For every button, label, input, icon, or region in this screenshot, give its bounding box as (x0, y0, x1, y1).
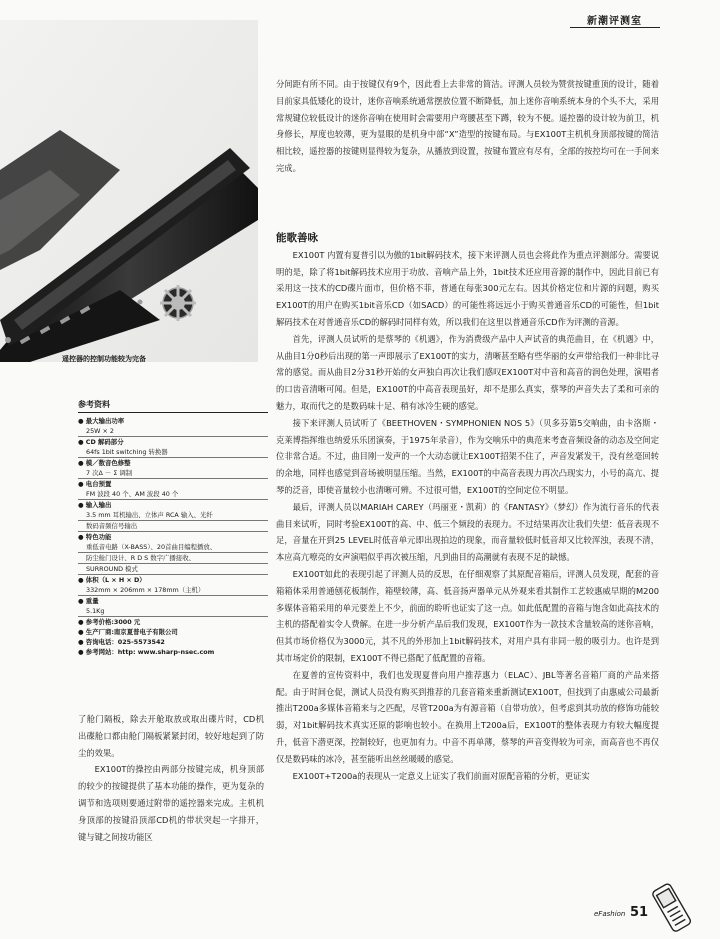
spec-value-ad: 7 次Δ － Σ 调制 (78, 468, 268, 479)
left-paragraph: 了舱门隔板，除去开舱取放或取出碟片时，CD机出碟舱口都由舱门隔板紧紧封闭，较好地起到了防尘的效果。 (78, 714, 264, 758)
spec-note-phone: ● 咨询电话：025-5573542 (78, 638, 165, 646)
spec-value-features-3: SURROUND 模式 (78, 564, 268, 575)
article-paragraph: 最后，评测人员以MARIAH CAREY（玛丽亚・凯莉）的《FANTASY》（梦幻）作为流行音乐的代表曲目来试听，同时考验EX100T的高、中、低三个频段的表现力。不过结果再次让我们失望：低音表现不足，音量在开到25 LEVEL时低音单元即出现拍边的现象，而音量较低时低音却又比较浑浊，表现不清，本应高亢嘹亮的女声演唱似乎再次被压缩，凡到曲目的高潮就有表现不足的缺憾。 (276, 501, 659, 563)
spec-value-size: 332mm × 206mm × 178mm（主机） (78, 585, 268, 596)
article-paragraph: 首先，评测人员试听的是蔡琴的《机遇》，作为消费级产品中人声试音的典范曲目，在《机遇》中，从曲目1分0秒后出现的第一声即展示了EX100T的实力，清晰甚至略有些华丽的女声带给我们一种非比寻常的感觉。而从曲目2分31秒开始的女声独白再次让我们感叹EX100T对中音和高音的润色处理，演唱者的口齿音清晰可闻。但是，EX100T的中高音表现虽好，却不是那么真实，蔡琴的声音失去了柔和可亲的魅力，取而代之的是数码味十足、稍有冰冷生硬的感觉。 (276, 333, 659, 411)
spec-label-weight: ● 重量 (78, 597, 99, 605)
left-paragraph: EX100T的操控由两部分按键完成，机身顶部的较少的按键提供了基本功能的操作，更为复杂的调节和选项则要通过附带的遥控器来完成。主机机身顶部的按键沿顶部CD机的带状突起一字排开，键与键之间按功能区 (78, 764, 264, 842)
spec-label-power: ● 最大输出功率 (78, 417, 125, 425)
mobile-phone-icon (650, 882, 696, 934)
article-paragraph: EX100T如此的表现引起了评测人员的反思，在仔细观察了其原配音箱后，评测人员发现，配套的音箱箱体采用普通刨花板制作，箱壁较薄，高、低音扬声器单元从外观来看其制作工艺较惠威早期的M200多媒体音箱采用的单元要差上不少，前面的聆听也证实了这一点。如此低配置的音箱与饱含如此高技术的主机的搭配着实令人费解。在进一步分析产品后我们发现，EX100T作为一款技术含量较高的迷你音响，但其市场价格仅为3000元，其不凡的外形加上1bit解码技术，对用户具有非同一般的吸引力。也许是到其市场定价的限制，EX100T不得已搭配了低配置的音箱。 (276, 568, 659, 663)
intro-paragraph: 分间距有所不同。由于按键仅有9个，因此看上去非常的简洁。评测人员较为赞赏按键重顶的设计，随着目前家具低矮化的设计，迷你音响系统通常摆放位置不断降低，加上迷你音响系统本身的个头不大，采用常规键位较低设计的迷你音响在使用时会需要用户弯腰甚至下蹲，较为不便。遥控器的设计较为前卫，机身修长，厚度也较薄，更为显眼的是机身中部“X”造型的按键布局。与EX100T主机机身顶部按键的简洁相比较，遥控器的按键则显得较为复杂，从播放到设置，按键布置应有尽有，全部的按控均可在一手间来完成。 (276, 79, 659, 173)
spec-value-preset: FM 波段 40 个、AM 波段 40 个 (78, 489, 268, 500)
left-column-text (78, 711, 264, 845)
spec-note-website: ● 参考网站：http: www.sharp-nsec.com (78, 648, 215, 656)
spec-value-io: 3.5 mm 耳机输出、立体声 RCA 输入、光纤 (78, 510, 268, 521)
spec-label-ad: ● 模／数音色修整 (78, 459, 131, 467)
header-rule (570, 27, 660, 28)
spec-label-io: ● 输入输出 (78, 501, 112, 509)
spec-value-io-2: 数码音频信号输出 (78, 521, 268, 532)
spec-label-cd: ● CD 解码部分 (78, 438, 124, 446)
article-paragraph: 在夏普的宣传资料中，我们也发现夏普向用户推荐惠力（ELAC）、JBL等著名音箱厂商的产品来搭配。由于时间仓促，测试人员没有购买到推荐的几套音箱来重新测试EX100T，但找到了由惠威公司最新推出T200a多媒体音箱来与之匹配，尽管T200a为有源音箱（自带功放），但考虑到其功放的修饰功能较弱，对1bit解码技术真实还原的影响也较小。在换用上T200a后，EX100T的整体表现力有较大幅度提升，低音下潜更深，控制较好，也更加有力。中音不再单薄，蔡琴的声音变得较为可亲，而高音也不再仅仅是数码味的冰冷，甚至能听出丝丝暖暖的感觉。 (276, 669, 659, 764)
article-paragraph: EX100T+T200a的表现从一定意义上证实了我们前面对原配音箱的分析，更证实 (292, 770, 590, 781)
product-remote-photo (0, 20, 258, 362)
spec-note-price: ● 参考价格:3000 元 (78, 618, 141, 626)
spec-label-size: ● 体积（L × H × D） (78, 576, 146, 584)
section-title: 新潮评测室 (587, 16, 642, 27)
spec-note-maker: ● 生产厂商:南京夏普电子有限公司 (78, 628, 178, 636)
page-number: 51 (630, 905, 649, 920)
spec-label-features: ● 特色功能 (78, 533, 112, 541)
spec-value-features-2: 防尘舱门设计、R D S 数字广播接收、 (78, 553, 268, 564)
remote-illustration (0, 20, 258, 362)
article-paragraph: EX100T 内置有夏普引以为傲的1bit解码技术，接下来评测人员也会将此作为重点评测部分。需要说明的是，除了将1bit解码技术应用于功放、音响产品上外，1bit技术还应用音源的制作中，因此目前已有采用这一技术的CD碟片面市，但价格不菲，普通在每张300元左右。因其价格定位和片源的问题，购买EX100T的用户在购买1bit音乐CD（如SACD）的可能性将远远小于购买普通音乐CD的可能性，但1bit解码技术在对普通音乐CD的解码时同样有效，所以我们在这里以普通音乐CD作为评测的音源。 (276, 249, 659, 327)
spec-value-weight: 5.1Kg (78, 606, 268, 617)
spec-value-cd: 64fs 1bit switching 转换器 (78, 447, 268, 458)
spec-value-power: 25W × 2 (78, 426, 268, 437)
section-heading: 能歌善咏 (276, 232, 318, 244)
specs-title: 参考资料 (78, 400, 268, 413)
spec-value-features: 重低音电路（X-BASS）、20首曲目编程播放、 (78, 542, 268, 553)
folio-brand: eFashion (594, 910, 626, 918)
photo-caption: 遥控器的控制功能较为完备 (62, 355, 146, 363)
specs-box (78, 400, 268, 657)
spec-label-preset: ● 电台预置 (78, 480, 112, 488)
main-article (276, 230, 659, 784)
article-paragraph: 接下来评测人员试听了《BEETHOVEN・SYMPHONIEN NOS 5》（贝多芬第5交响曲，由卡洛斯・克莱博指挥维也纳爱乐乐团演奏，于1975年录音），作为交响乐中的典范来考查音频设备的动态及空间定位非常合适。不过，曲目刚一发声的一个大动态就让EX100T招架不住了，声音发紧发干，没有丝毫回转的余地，同样也感觉到音场被明显压缩。当然，EX100T的中高音表现力再次凸现实力，小号的高亢、提琴的泛音，即使音量较小也清晰可辨。不过很可惜，EX100T的空间定位不明显。 (276, 417, 659, 495)
